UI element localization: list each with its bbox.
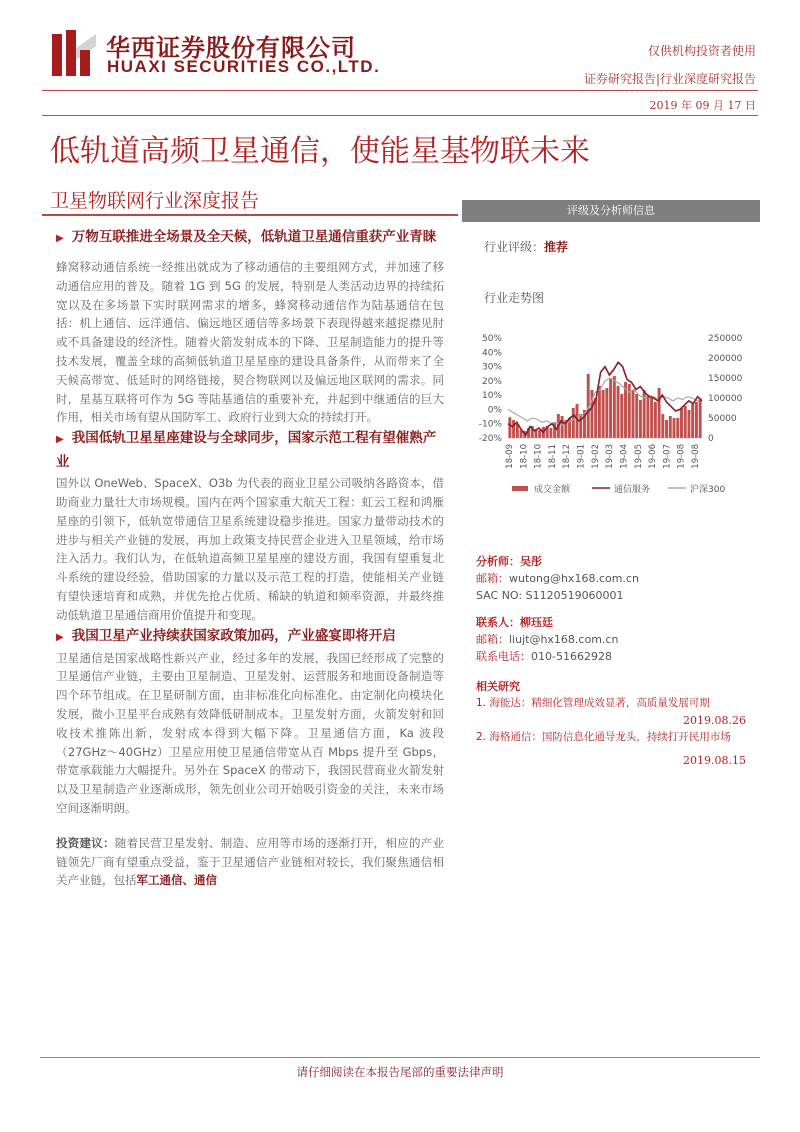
main-content — [56, 226, 444, 890]
triangle-bullet-icon: ▶ — [56, 233, 64, 244]
volume-bar — [617, 386, 620, 438]
volume-bar — [620, 394, 623, 438]
legend-label: 通信服务 — [614, 485, 651, 495]
volume-bar — [613, 376, 616, 438]
left-axis-tick: 20% — [481, 376, 502, 387]
subtitle-divider — [42, 214, 458, 216]
volume-bar — [658, 388, 661, 438]
right-axis-tick: 150000 — [708, 374, 743, 384]
volume-bar — [676, 418, 679, 438]
panel-header: 评级及分析师信息 — [462, 200, 760, 222]
volume-bar — [598, 386, 601, 438]
left-axis-tick: -10% — [478, 419, 502, 430]
volume-bar — [594, 398, 597, 438]
related-research-item[interactable]: 1. 海能达：精细化管理成效显著，高质量发展可期 — [476, 697, 710, 709]
volume-bar — [684, 406, 687, 438]
section-body: 卫星通信是国家战略性新兴产业，经过多年的发展，我国已经形成了完整的卫星通信产业链，主要由卫星制造、卫星发射、运营服务和地面设备制造等四个环节组成。在卫星研制方面，由非标准化向标准化、由定制化向模块化发展，微小卫星平台成熟有效降低研制成本。卫星发射方面，火箭发射和回收技术推陈出新，发射成本得到大幅下降。卫星通信方面，Ka 波段（27GHz～40GHz）卫星应用使卫星通信带宽从百 Mbps 提升至 Gbps，带宽承载能力大幅提升。另外在 SpaceX 的带动下，我国民营商业火箭发射以及卫星制造产业逐渐成形，领先创业公司开始吸引资金的关注，未来市场空间逐渐明朗。 — [56, 650, 444, 815]
volume-bar — [669, 416, 672, 438]
x-axis-tick: 18-10 — [533, 444, 544, 469]
page-subtitle: 卫星物联网行业深度报告 — [50, 190, 260, 212]
left-axis-tick: 30% — [481, 362, 502, 373]
audience-note: 仅供机构投资者使用 — [647, 44, 756, 58]
x-axis-tick: 19-05 — [633, 444, 644, 469]
volume-bar — [680, 408, 683, 438]
rating-panel — [462, 200, 760, 518]
page-title: 低轨道高频卫星通信，使能星基物联未来 — [50, 134, 590, 169]
triangle-bullet-icon: ▶ — [56, 631, 64, 643]
x-axis-tick: 19-04 — [619, 444, 630, 469]
related-research — [476, 678, 756, 769]
investment-advice: 投资建议：随着民营卫星发射、制造、应用等市场的逐渐打开，相应的产业链领先厂商有望重点受益，鉴于卫星通信产业链相对较长，我们聚焦通信相关产业链，包括军工通信、通信 — [56, 835, 444, 888]
report-date: 2019 年 09 月 17 日 — [649, 99, 756, 112]
related-research-date: 2019.08.15 — [683, 754, 746, 767]
company-name-en: HUAXI SECURITIES CO.,LTD. — [107, 57, 381, 76]
analyst-email[interactable]: wutong@hx168.com.cn — [509, 572, 639, 585]
trend-chart — [462, 314, 760, 514]
triangle-bullet-icon: ▶ — [56, 434, 64, 446]
volume-bar — [572, 408, 575, 438]
x-axis-tick: 18-11 — [547, 444, 558, 469]
x-axis-tick: 19-08 — [676, 444, 687, 469]
date-divider — [42, 115, 758, 116]
volume-bar — [650, 398, 653, 438]
volume-bar — [691, 404, 694, 438]
legend-label: 沪深300 — [690, 485, 726, 495]
right-axis-tick: 50000 — [708, 414, 737, 424]
left-axis-tick: 0% — [487, 405, 502, 416]
left-axis-tick: 50% — [481, 334, 502, 344]
legend-label: 成交金额 — [534, 485, 571, 495]
volume-bar — [646, 396, 649, 438]
volume-bar — [632, 390, 635, 438]
x-axis-tick: 19-07 — [662, 444, 673, 469]
company-logo — [52, 30, 96, 76]
left-axis-tick: 40% — [481, 348, 502, 359]
volume-bar — [687, 410, 690, 438]
section-heading: ▶ 万物互联推进全场景及全天候，低轨道卫星通信重获产业青睐 — [56, 229, 437, 245]
analyst-info: 分析师：吴彤 邮箱：wutong@hx168.com.cn SAC NO: S1120519060001 — [476, 553, 756, 604]
volume-bar — [673, 418, 676, 438]
company-name-cn: 华西证券股份有限公司 — [106, 33, 356, 62]
volume-bar — [635, 394, 638, 438]
volume-bar — [538, 430, 541, 438]
volume-bar — [639, 400, 642, 438]
legal-notice: 请仔细阅读在本报告尾部的重要法律声明 — [296, 1065, 504, 1079]
left-axis-tick: -20% — [478, 434, 502, 444]
x-axis-tick: 19-01 — [576, 444, 587, 469]
x-axis-tick: 18-10 — [519, 444, 530, 469]
x-axis-tick: 19-08 — [691, 444, 701, 469]
volume-bar — [512, 420, 515, 438]
volume-bar — [602, 390, 605, 438]
contact-info: 联系人：柳珏廷 邮箱：liujt@hx168.com.cn 联系电话：010-51662928 — [476, 616, 619, 663]
report-type: 证券研究报告|行业深度研究报告 — [583, 72, 756, 86]
section-heading: ▶ 我国低轨卫星星座建设与全球同步，国家示范工程有望催熟产业 — [56, 430, 437, 471]
related-research-date: 2019.08.26 — [683, 714, 746, 727]
right-axis-tick: 250000 — [708, 334, 743, 344]
related-research-item[interactable]: 2. 海格通信：国防信息化通导龙头，持续打开民用市场 — [476, 731, 731, 743]
section-body: 蜂窝移动通信系统一经推出就成为了移动通信的主要组网方式，并加速了移动通信应用的普及。随着 1G 到 5G 的发展，特别是人类活动边界的持续拓宽以及在多场景下实时联网需求的增多，蜂窝移动通信作为陆基通信在包括：机上通信、远洋通信、偏远地区通信等多场景下表现得越来越捉襟见肘或不具备建设的经济性。随着火箭发射成本的下降、卫星制造能力的提升等技术发展，覆盖全球的高频低轨道卫星星座的建设具备条件，从而带来了全天候高带宽、低延时的网络链接，契合物联网以及偏远地区联网的需求。同时，星基互联将可作为 5G 等陆基通信的重要补充，并起到中继通信的巨大作用，相关市场有望从国防军工、政府行业到大众的持续打开。 — [56, 260, 444, 425]
volume-bar — [661, 414, 664, 438]
section-body: 国外以 OneWeb、SpaceX、O3b 为代表的商业卫星公司吸纳各路资本，借助商业力量壮大市场规模。国内在两个国家重大航天工程：虹云工程和鸿雁星座的引领下，低轨宽带通信卫星系统建设稳步推进。国家力量带动技术的进步与相关产业链的发展，再加上政策支持民营企业进入卫星领域，给市场注入活力。我们认为，在低轨道高频卫星星座的建设方面，我国有望重复北斗系统的建设经验，借助国家的力量以及示范工程的打造，使能相关产业链有望快速培育和成熟，并优先抢占优质、稀缺的轨道和频率资源，并最终推动低轨道卫星通信商用价值提升和变现。 — [56, 476, 444, 622]
volume-bar — [609, 378, 612, 438]
footer-divider — [40, 1057, 760, 1058]
x-axis-tick: 19-06 — [648, 444, 659, 469]
volume-bar — [605, 388, 608, 438]
volume-bar — [579, 414, 582, 438]
analyst-sac: SAC NO: S1120519060001 — [476, 589, 624, 602]
industry-rating: 行业评级：推荐 — [484, 240, 569, 254]
related-research-title: 相关研究 — [476, 680, 520, 693]
x-axis-tick: 19-03 — [605, 444, 616, 469]
contact-email[interactable]: liujt@hx168.com.cn — [509, 633, 619, 646]
legend-swatch — [512, 486, 528, 491]
volume-bar — [695, 402, 698, 438]
right-axis-tick: 200000 — [708, 354, 743, 364]
contact-phone: 010-51662928 — [531, 650, 612, 663]
volume-bar — [699, 400, 702, 438]
volume-bar — [508, 417, 511, 438]
trend-chart-title: 行业走势图 — [484, 291, 545, 305]
volume-bar — [665, 420, 668, 438]
right-axis-tick: 0 — [708, 434, 714, 444]
right-axis-tick: 100000 — [708, 394, 743, 404]
left-axis-tick: 10% — [481, 391, 502, 402]
volume-bar — [654, 402, 657, 438]
x-axis-tick: 19-02 — [590, 444, 601, 469]
volume-bar — [561, 416, 564, 438]
x-axis-tick: 18-09 — [505, 444, 515, 469]
volume-bar — [549, 428, 552, 438]
section-heading: ▶ 我国卫星产业持续获国家政策加码，产业盛宴即将开启 — [56, 627, 396, 644]
header-divider — [42, 90, 758, 91]
x-axis-tick: 18-12 — [562, 444, 573, 469]
